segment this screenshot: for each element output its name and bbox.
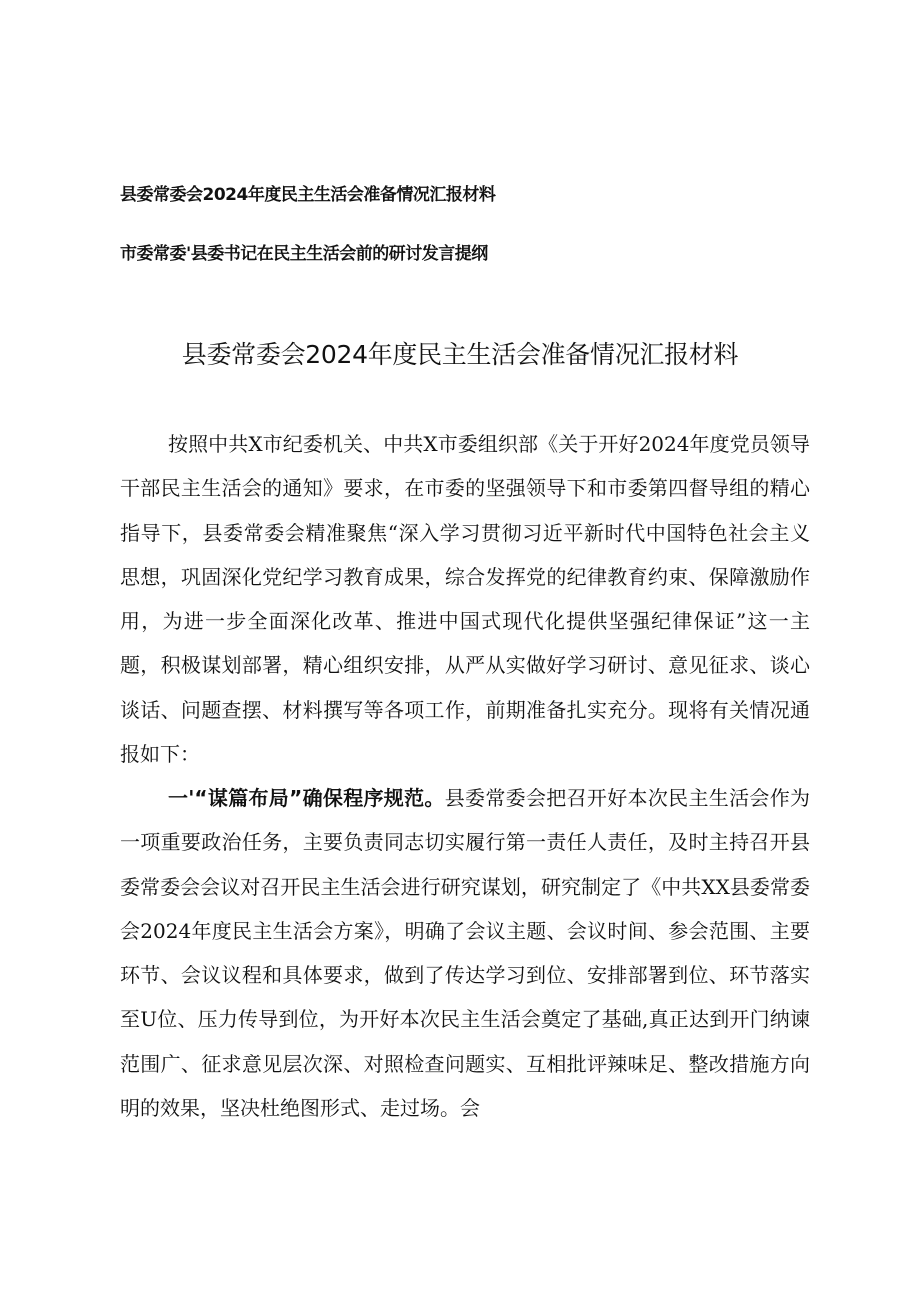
section-1-body: 县委常委会把召开好本次民主生活会作为一项重要政治任务，主要负责同志切实履行第一责任人责任，及时主持召开县委常委会会议对召开民主生活会进行研究谋划，研究制定了《中共XX县委常委会2024年度民主生活会方案》，明确了会议主题、会议时间、参会范围、主要环节、会议议程和具体要求，做到了传达学习到位、安排部署到位、环节落实至U位、压力传导到位，为开好本次民主生活会奠定了基础,真正达到开门纳谏范围广、征求意见层次深、对照检查问题实、互相批评辣味足、整改措施方向明的效果，坚决杜绝图形式、走过场。会: [120, 786, 811, 1121]
section-1-heading: 一'“谋篇布局”确保程序规范。: [168, 786, 445, 810]
section-1-paragraph: [120, 776, 810, 1130]
document-title: 县委常委会2024年度民主生活会准备情况汇报材料: [181, 340, 739, 369]
toc-item-2: 市委常委'县委书记在民主生活会前的研讨发言提纲: [120, 244, 488, 264]
toc-item-1: 县委常委会2024年度民主生活会准备情况汇报材料: [120, 185, 496, 205]
intro-paragraph: 按照中共X市纪委机关、中共X市委组织部《关于开好2024年度党员领导干部民主生活会的通知》要求，在市委的坚强领导下和市委第四督导组的精心指导下，县委常委会精准聚焦“深入学习贯彻习近平新时代中国特色社会主义思想，巩固深化党纪学习教育成果，综合发挥党的纪律教育约束、保障激励作用，为进一步全面深化改革、推进中国式现代化提供坚强纪律保证”这一主题，积极谋划部署，精心组织安排，从严从实做好学习研讨、意见征求、谈心谈话、问题查摆、材料撰写等各项工作，前期准备扎实充分。现将有关情况通报如下：: [120, 432, 810, 767]
